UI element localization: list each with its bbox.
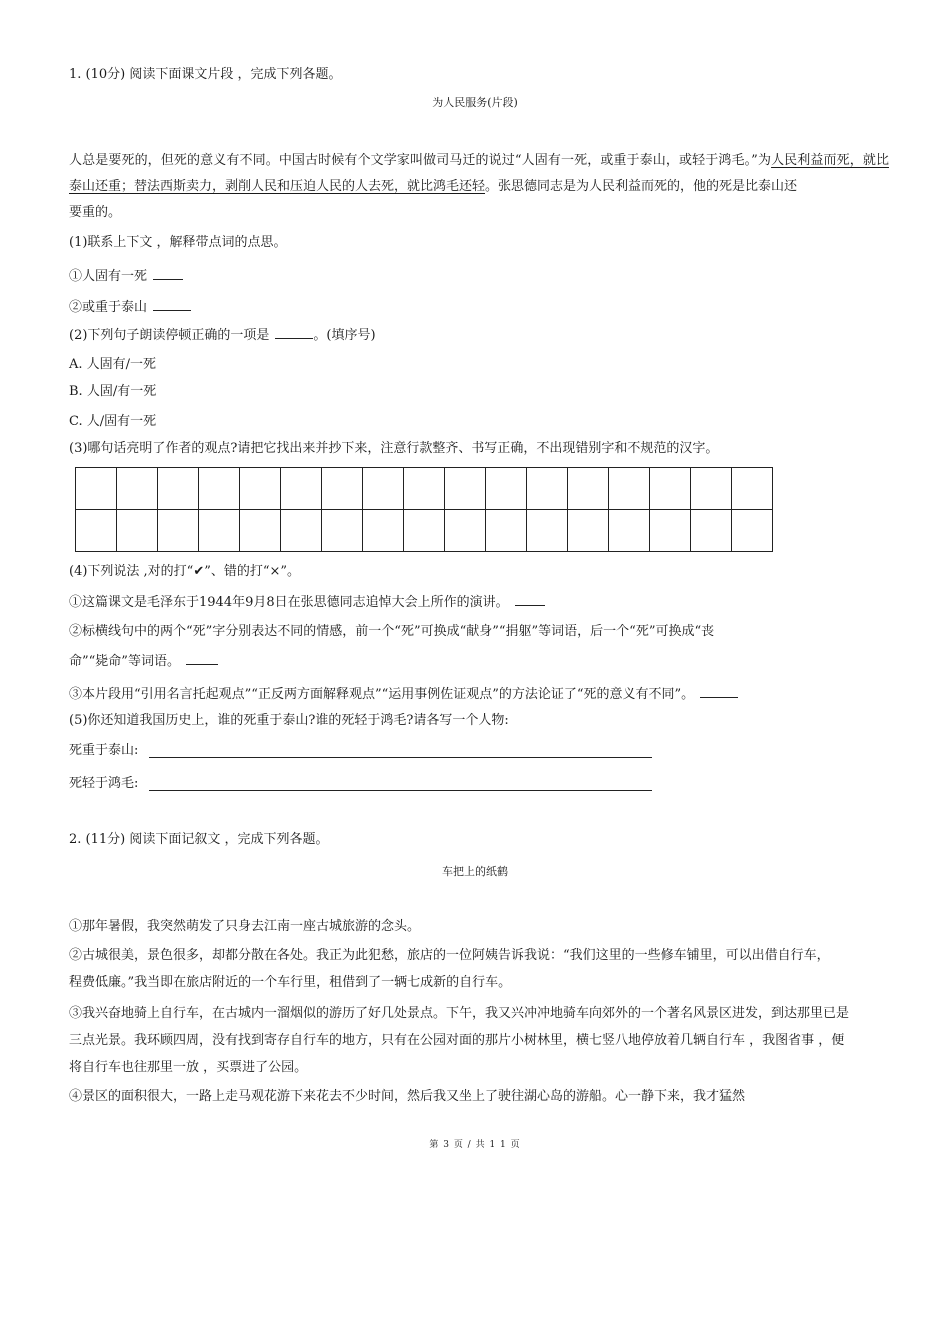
grid-cell[interactable]	[527, 510, 568, 552]
q1-sub2: (2)下列句子朗读停顿正确的一项是	[69, 328, 270, 343]
q1-sub1-a: ①人固有一死	[69, 269, 148, 284]
grid-cell[interactable]	[158, 510, 199, 552]
q1-option-c: C. 人/固有一死	[69, 414, 157, 429]
q1-passage-underline1: 人民利益而	[771, 153, 837, 168]
q2-header: 2. (11分) 阅读下面记叙文 ，完成下列各题。	[69, 832, 329, 847]
q2-title: 车把上的纸鹤	[442, 865, 508, 878]
answer-blank[interactable]	[275, 326, 313, 339]
grid-cell[interactable]	[732, 468, 773, 510]
grid-cell[interactable]	[486, 468, 527, 510]
answer-blank[interactable]	[515, 593, 545, 606]
q1-option-a: A. 人固有/一死	[69, 357, 157, 372]
grid-cell[interactable]	[609, 510, 650, 552]
answer-blank[interactable]	[186, 652, 218, 665]
grid-cell[interactable]	[158, 468, 199, 510]
q2-paragraph-4: ④景区的面积很大，一路上走马观花游下来花去不少时间，然后我又坐上了驶往湖心岛的游船。心一静下来，我才猛然	[69, 1089, 746, 1104]
grid-cell[interactable]	[322, 468, 363, 510]
answer-line-lighter[interactable]	[149, 790, 652, 791]
grid-cell[interactable]	[76, 510, 117, 552]
q1-passage	[69, 148, 889, 226]
writing-grid-row	[76, 468, 773, 510]
grid-cell[interactable]	[691, 510, 732, 552]
page-footer: 第 3 页 / 共 1 1 页	[429, 1140, 521, 1150]
grid-cell[interactable]	[240, 468, 281, 510]
grid-cell[interactable]	[691, 468, 732, 510]
q1-passage-line3: 要重的。	[69, 205, 122, 220]
grid-cell[interactable]	[609, 468, 650, 510]
q1-passage-part2: 。张思德同志是为人民利益而死的，他的死是比泰山还	[485, 179, 798, 194]
q1-sub1: (1)联系上下文 ，解释带点词的点思。	[69, 235, 287, 250]
grid-cell[interactable]	[117, 468, 158, 510]
q2-paragraph-1: ①那年暑假，我突然萌发了只身去江南一座古城旅游的念头。	[69, 919, 421, 934]
grid-cell[interactable]	[199, 468, 240, 510]
grid-cell[interactable]	[445, 468, 486, 510]
answer-blank[interactable]	[153, 267, 183, 280]
grid-cell[interactable]	[76, 468, 117, 510]
grid-cell[interactable]	[568, 510, 609, 552]
grid-cell[interactable]	[527, 468, 568, 510]
grid-cell[interactable]	[322, 510, 363, 552]
q1-sub4-c-row	[69, 685, 738, 705]
q1-sub5-a: 死重于泰山:	[69, 743, 139, 758]
q2-paragraph-3c: 将自行车也往那里一放 ，买票进了公园。	[69, 1060, 308, 1075]
q2-paragraph-3b: 三点光景。我环顾四周，没有找到寄存自行车的地方，只有在公园对面的那片小树林里，横七竖八地停放着几辆自行车 ，我图省事 ，便	[69, 1033, 845, 1048]
q1-sub4-c: ③本片段用“引用名言托起观点”“正反两方面解释观点”“运用事例佐证观点”的方法论证了“死的意义有不同”。	[69, 687, 695, 702]
grid-cell[interactable]	[568, 468, 609, 510]
q2-paragraph-3a: ③我兴奋地骑上自行车，在古城内一溜烟似的游历了好几处景点。下午，我又兴冲冲地骑车向郊外的一个著名风景区进发，到达那里已是	[69, 1006, 850, 1021]
q1-sub1-a-row	[69, 267, 183, 287]
grid-cell[interactable]	[404, 468, 445, 510]
q2-paragraph-2a: ②古城很美，景色很多，却都分散在各处。我正为此犯愁，旅店的一位阿姨告诉我说：“我们这里的一些修车铺里，可以出借自行车，	[69, 948, 830, 963]
grid-cell[interactable]	[486, 510, 527, 552]
writing-grid-row	[76, 510, 773, 552]
q2-paragraph-2b: 程费低廉。”我当即在旅店附近的一个车行里，租借到了一辆七成新的自行车。	[69, 975, 512, 990]
q1-sub1-b: ②或重于泰山	[69, 300, 148, 315]
grid-cell[interactable]	[281, 510, 322, 552]
q1-sub4-a-row	[69, 593, 545, 613]
q1-sub3: (3)哪句话亮明了作者的观点?请把它找出来并抄下来，注意行款整齐、书写正确，不出现错别字和不规范的汉字。	[69, 441, 719, 456]
grid-cell[interactable]	[363, 510, 404, 552]
q1-option-b: B. 人固/有一死	[69, 384, 157, 399]
q1-sub4-b2: 命”“毙命”等词语。	[69, 654, 180, 669]
q1-sub4: (4)下列说法 ,对的打“✔”、错的打“×”。	[69, 564, 301, 579]
grid-cell[interactable]	[650, 468, 691, 510]
grid-cell[interactable]	[199, 510, 240, 552]
q1-sub4-a: ①这篇课文是毛泽东于1944年9月8日在张思德同志追悼大会上所作的演讲。	[69, 595, 509, 610]
grid-cell[interactable]	[650, 510, 691, 552]
grid-cell[interactable]	[732, 510, 773, 552]
q1-sub4-b1: ②标横线句中的两个“死”字分别表达不同的情感，前一个“死”可换成“献身”“捐躯”等词语，后一个“死”可换成“丧	[69, 624, 715, 639]
answer-line-heavier[interactable]	[149, 757, 652, 758]
grid-cell[interactable]	[117, 510, 158, 552]
q1-sub2-tail: 。(填序号)	[313, 328, 376, 343]
q1-title: 为人民服务(片段)	[432, 96, 518, 109]
q1-sub2-row	[69, 326, 376, 346]
q1-sub5: (5)你还知道我国历史上，谁的死重于泰山?谁的死轻于鸿毛?请各写一个人物:	[69, 713, 509, 728]
q1-sub4-b2-row	[69, 652, 218, 672]
answer-blank[interactable]	[700, 685, 738, 698]
writing-grid[interactable]	[75, 467, 773, 552]
q1-passage-part1: 人总是要死的，但死的意义有不同。中国古时候有个文学家叫做司马迁的说过“人固有一死，或重于泰山，或轻于鸿毛。”为	[69, 153, 772, 168]
grid-cell[interactable]	[363, 468, 404, 510]
q1-sub5-b: 死轻于鸿毛:	[69, 776, 139, 791]
grid-cell[interactable]	[445, 510, 486, 552]
grid-cell[interactable]	[281, 468, 322, 510]
q1-passage-underline2: 死，就比泰山还重；替法西斯卖力，剥削人民和压迫人民的人去死，就比鸿毛还轻	[69, 153, 889, 194]
grid-cell[interactable]	[404, 510, 445, 552]
grid-cell[interactable]	[240, 510, 281, 552]
answer-blank[interactable]	[153, 298, 191, 311]
q1-header: 1. (10分) 阅读下面课文片段 ，完成下列各题。	[69, 67, 342, 82]
q1-sub1-b-row	[69, 298, 191, 318]
